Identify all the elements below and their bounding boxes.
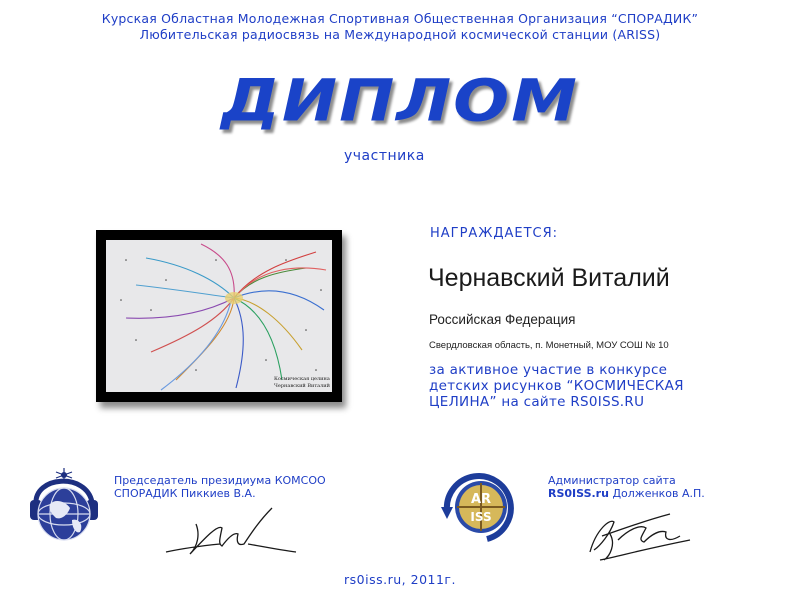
- organization-subtitle: Любительская радиосвязь на Международной космической станции (ARISS): [139, 27, 661, 42]
- chairman-title: Председатель президиума КОМСОО: [114, 474, 326, 487]
- award-reason-line-1: за активное участие в конкурсе: [429, 362, 668, 378]
- recipient-name: Чернавский Виталий: [428, 264, 670, 292]
- ariss-logo: [433, 463, 521, 547]
- admin-site-link[interactable]: RS0ISS.ru: [548, 487, 609, 500]
- diploma-title: ДИПЛОМ: [221, 66, 579, 135]
- admin-title: Администратор сайта: [548, 474, 676, 487]
- ariss-logo-text-top: AR: [470, 492, 492, 507]
- admin-name: Долженков А.П.: [612, 487, 705, 500]
- diploma-subtitle: участника: [344, 148, 425, 164]
- award-reason-line-2: детских рисунков “КОСМИЧЕСКАЯ: [429, 378, 684, 394]
- recipient-country: Российская Федерация: [429, 312, 576, 327]
- artwork-frame: [96, 230, 342, 402]
- artwork-caption-2: Чернавский Виталий: [274, 383, 330, 389]
- award-reason: [429, 362, 769, 410]
- admin-name-line: [548, 487, 705, 500]
- artwork-caption-1: Космическая целина: [274, 376, 330, 382]
- admin-signature: [580, 500, 700, 566]
- award-reason-line-3: ЦЕЛИНА” на сайте RS0ISS.RU: [429, 394, 645, 410]
- chairman-signature: [160, 494, 300, 564]
- footer-text: rs0iss.ru, 2011г.: [344, 572, 456, 587]
- artwork-image: [106, 240, 332, 392]
- chairman-name: СПОРАДИК Пиккиев В.А.: [114, 487, 256, 500]
- ariss-logo-text-bottom: ISS: [470, 510, 492, 524]
- spiral-drawing: [106, 240, 332, 392]
- awarded-label: НАГРАЖДАЕТСЯ:: [430, 226, 559, 241]
- organization-header: Курская Областная Молодежная Спортивная Общественная Организация “СПОРАДИК”: [101, 11, 699, 26]
- sporadik-globe-logo: [26, 464, 102, 548]
- recipient-school: Свердловская область, п. Монетный, МОУ СОШ № 10: [429, 340, 669, 351]
